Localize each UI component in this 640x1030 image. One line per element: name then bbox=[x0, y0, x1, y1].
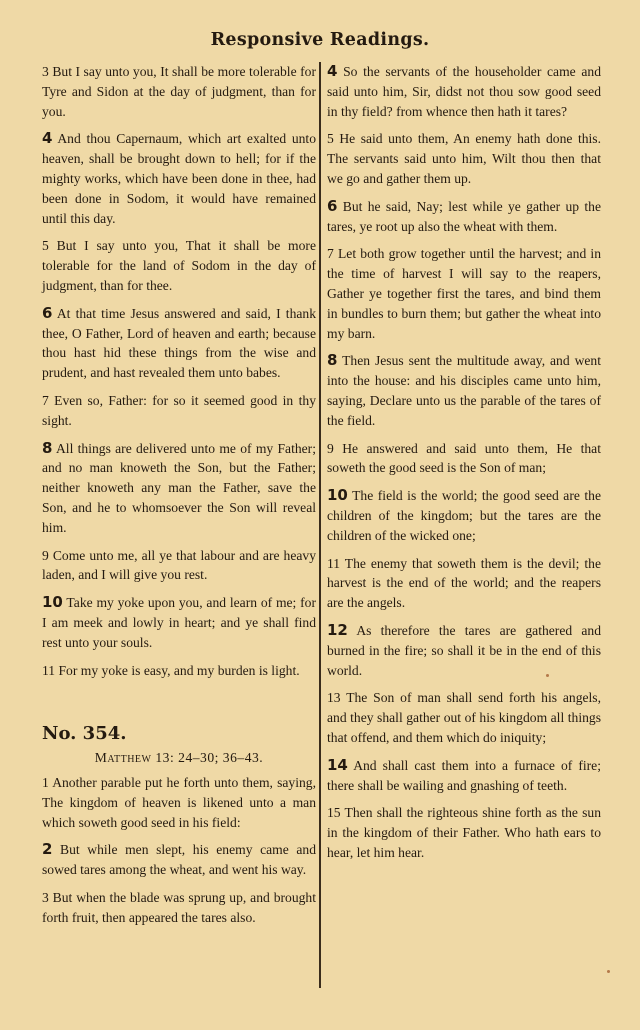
verse bbox=[327, 197, 601, 237]
verse-number: 9 bbox=[327, 440, 334, 456]
verse-text: At that time Jesus answered and said, I thank thee, O Father, Lord of heaven and earth; because thou hast hid these things from the wise and prudent, and hast revealed them unto babes. bbox=[42, 305, 316, 381]
reading-number: No. 354. bbox=[42, 723, 127, 745]
verse bbox=[42, 304, 316, 383]
paper-speck bbox=[607, 970, 610, 973]
verse-number: 4 bbox=[42, 129, 53, 148]
verse-number: 6 bbox=[327, 196, 338, 215]
verse bbox=[327, 129, 601, 188]
verse-text: As therefore the tares are gathered and burned in the fire; so shall it be in the end of this world. bbox=[327, 622, 601, 678]
right-column bbox=[327, 62, 601, 871]
verse-text: Come unto me, all ye that labour and are heavy laden, and I will give you rest. bbox=[42, 547, 316, 583]
verse-number: 11 bbox=[327, 555, 341, 571]
verse-number: 11 bbox=[42, 662, 56, 678]
verse bbox=[42, 593, 316, 652]
verse-text: Even so, Father: for so it seemed good in thy sight. bbox=[42, 392, 316, 428]
verse-text: Take my yoke upon you, and learn of me; for I am meek and lowly in heart; and ye shall find rest unto your souls. bbox=[42, 595, 316, 650]
verse-text: But I say unto you, That it shall be more tolerable for the land of Sodom in the day of judgment, than for thee. bbox=[42, 238, 316, 293]
verse bbox=[42, 236, 316, 295]
verse-number: 12 bbox=[327, 620, 348, 639]
verse-number: 7 bbox=[327, 246, 334, 262]
verse-text: Then shall the righteous shine forth as the sun in the kingdom of their Father. Who hath ears to hear, let him hear. bbox=[327, 805, 601, 860]
verse-number: 6 bbox=[42, 303, 53, 322]
verse bbox=[42, 439, 316, 538]
verse-text: But he said, Nay; lest while ye gather up the tares, ye root up also the wheat with them. bbox=[327, 198, 601, 234]
verse-number: 8 bbox=[327, 351, 338, 370]
verse-number: 1 bbox=[42, 774, 49, 790]
page-title: Responsive Readings. bbox=[210, 30, 430, 50]
verse-number: 3 bbox=[42, 889, 49, 905]
left-column bbox=[42, 62, 316, 935]
verse-text: And shall cast them into a furnace of fire; there shall be wailing and gnashing of teeth. bbox=[327, 757, 601, 793]
verse bbox=[327, 621, 601, 680]
verse-number: 13 bbox=[327, 690, 341, 706]
verse-number: 8 bbox=[42, 438, 53, 457]
verse bbox=[42, 391, 316, 431]
verse-text: So the servants of the householder came and said unto him, Sir, didst not thou sow good seed in thy field? from whence then hath it tares? bbox=[327, 64, 601, 119]
verse-text: All things are delivered unto me of my Father; and no man knoweth the Son, but the Father; neither knoweth any man the Father, save the Son, and he to whomsoever the Son will reveal him. bbox=[42, 440, 316, 535]
verse-number: 10 bbox=[42, 593, 63, 612]
verse-number: 14 bbox=[327, 755, 348, 774]
verse bbox=[327, 62, 601, 121]
verse-text: The field is the world; the good seed are the children of the kingdom; but the tares are the children of the wicked one; bbox=[327, 488, 601, 543]
verse-number: 5 bbox=[42, 238, 49, 254]
verse bbox=[42, 840, 316, 880]
verse bbox=[327, 439, 601, 479]
verse bbox=[327, 803, 601, 862]
verse bbox=[42, 773, 316, 832]
verse-number: 4 bbox=[327, 62, 338, 80]
verse-text: Let both grow together until the harvest; and in the time of harvest I will say to the reapers, Gather ye together first the tares, and bind them in bundles to burn them; but gather the wheat into my barn. bbox=[327, 246, 601, 341]
verse-text: Then Jesus sent the multitude away, and went into the house: and his disciples came unto him, saying, Declare unto us the parable of the tares of the field. bbox=[327, 353, 601, 428]
verse bbox=[327, 244, 601, 343]
verse bbox=[42, 661, 316, 681]
verse bbox=[42, 62, 316, 121]
paper-speck bbox=[546, 674, 549, 677]
verse-text: But while men slept, his enemy came and sowed tares among the wheat, and went his way. bbox=[42, 842, 316, 878]
verse bbox=[42, 129, 316, 228]
verse bbox=[327, 351, 601, 430]
verse-number: 9 bbox=[42, 547, 49, 563]
verse-text: Another parable put he forth unto them, saying, The kingdom of heaven is likened unto a man which soweth good seed in his field: bbox=[42, 774, 316, 830]
verse-text: And thou Capernaum, which art exalted unto heaven, shall be brought down to hell; for if the mighty works, which have been done in thee, had been done in Sodom, it would have remained until this day. bbox=[42, 131, 316, 226]
verse bbox=[327, 554, 601, 613]
scripture-reference: Matthew 13: 24–30; 36–43. bbox=[94, 750, 264, 766]
verse bbox=[327, 688, 601, 747]
verse-number: 10 bbox=[327, 486, 348, 505]
verse-number: 7 bbox=[42, 392, 49, 408]
verse-text: But when the blade was sprung up, and brought forth fruit, then appeared the tares also. bbox=[42, 889, 316, 925]
verse-number: 5 bbox=[327, 131, 334, 147]
left-verses-bottom bbox=[42, 773, 316, 928]
verse bbox=[42, 546, 316, 586]
verse-text: The enemy that soweth them is the devil; the harvest is the end of the world; and the reapers are the angels. bbox=[327, 555, 601, 611]
verse-text: He answered and said unto them, He that soweth the good seed is the Son of man; bbox=[327, 440, 601, 476]
right-verses bbox=[327, 62, 601, 863]
verse bbox=[327, 486, 601, 545]
verse-text: For my yoke is easy, and my burden is light. bbox=[55, 662, 300, 678]
left-verses-top bbox=[42, 62, 316, 680]
verse-text: He said unto them, An enemy hath done this. The servants said unto him, Wilt thou then that we go and gather them up. bbox=[327, 131, 601, 186]
verse-text: But I say unto you, It shall be more tolerable for Tyre and Sidon at the day of judgment, than for you. bbox=[42, 64, 316, 119]
verse-number: 3 bbox=[42, 64, 49, 79]
verse bbox=[42, 888, 316, 928]
verse bbox=[327, 756, 601, 796]
verse-number: 2 bbox=[42, 840, 53, 859]
verse-text: The Son of man shall send forth his angels, and they shall gather out of his kingdom all things that offend, and them which do iniquity; bbox=[327, 690, 601, 745]
column-divider bbox=[319, 62, 321, 988]
verse-number: 15 bbox=[327, 805, 341, 821]
